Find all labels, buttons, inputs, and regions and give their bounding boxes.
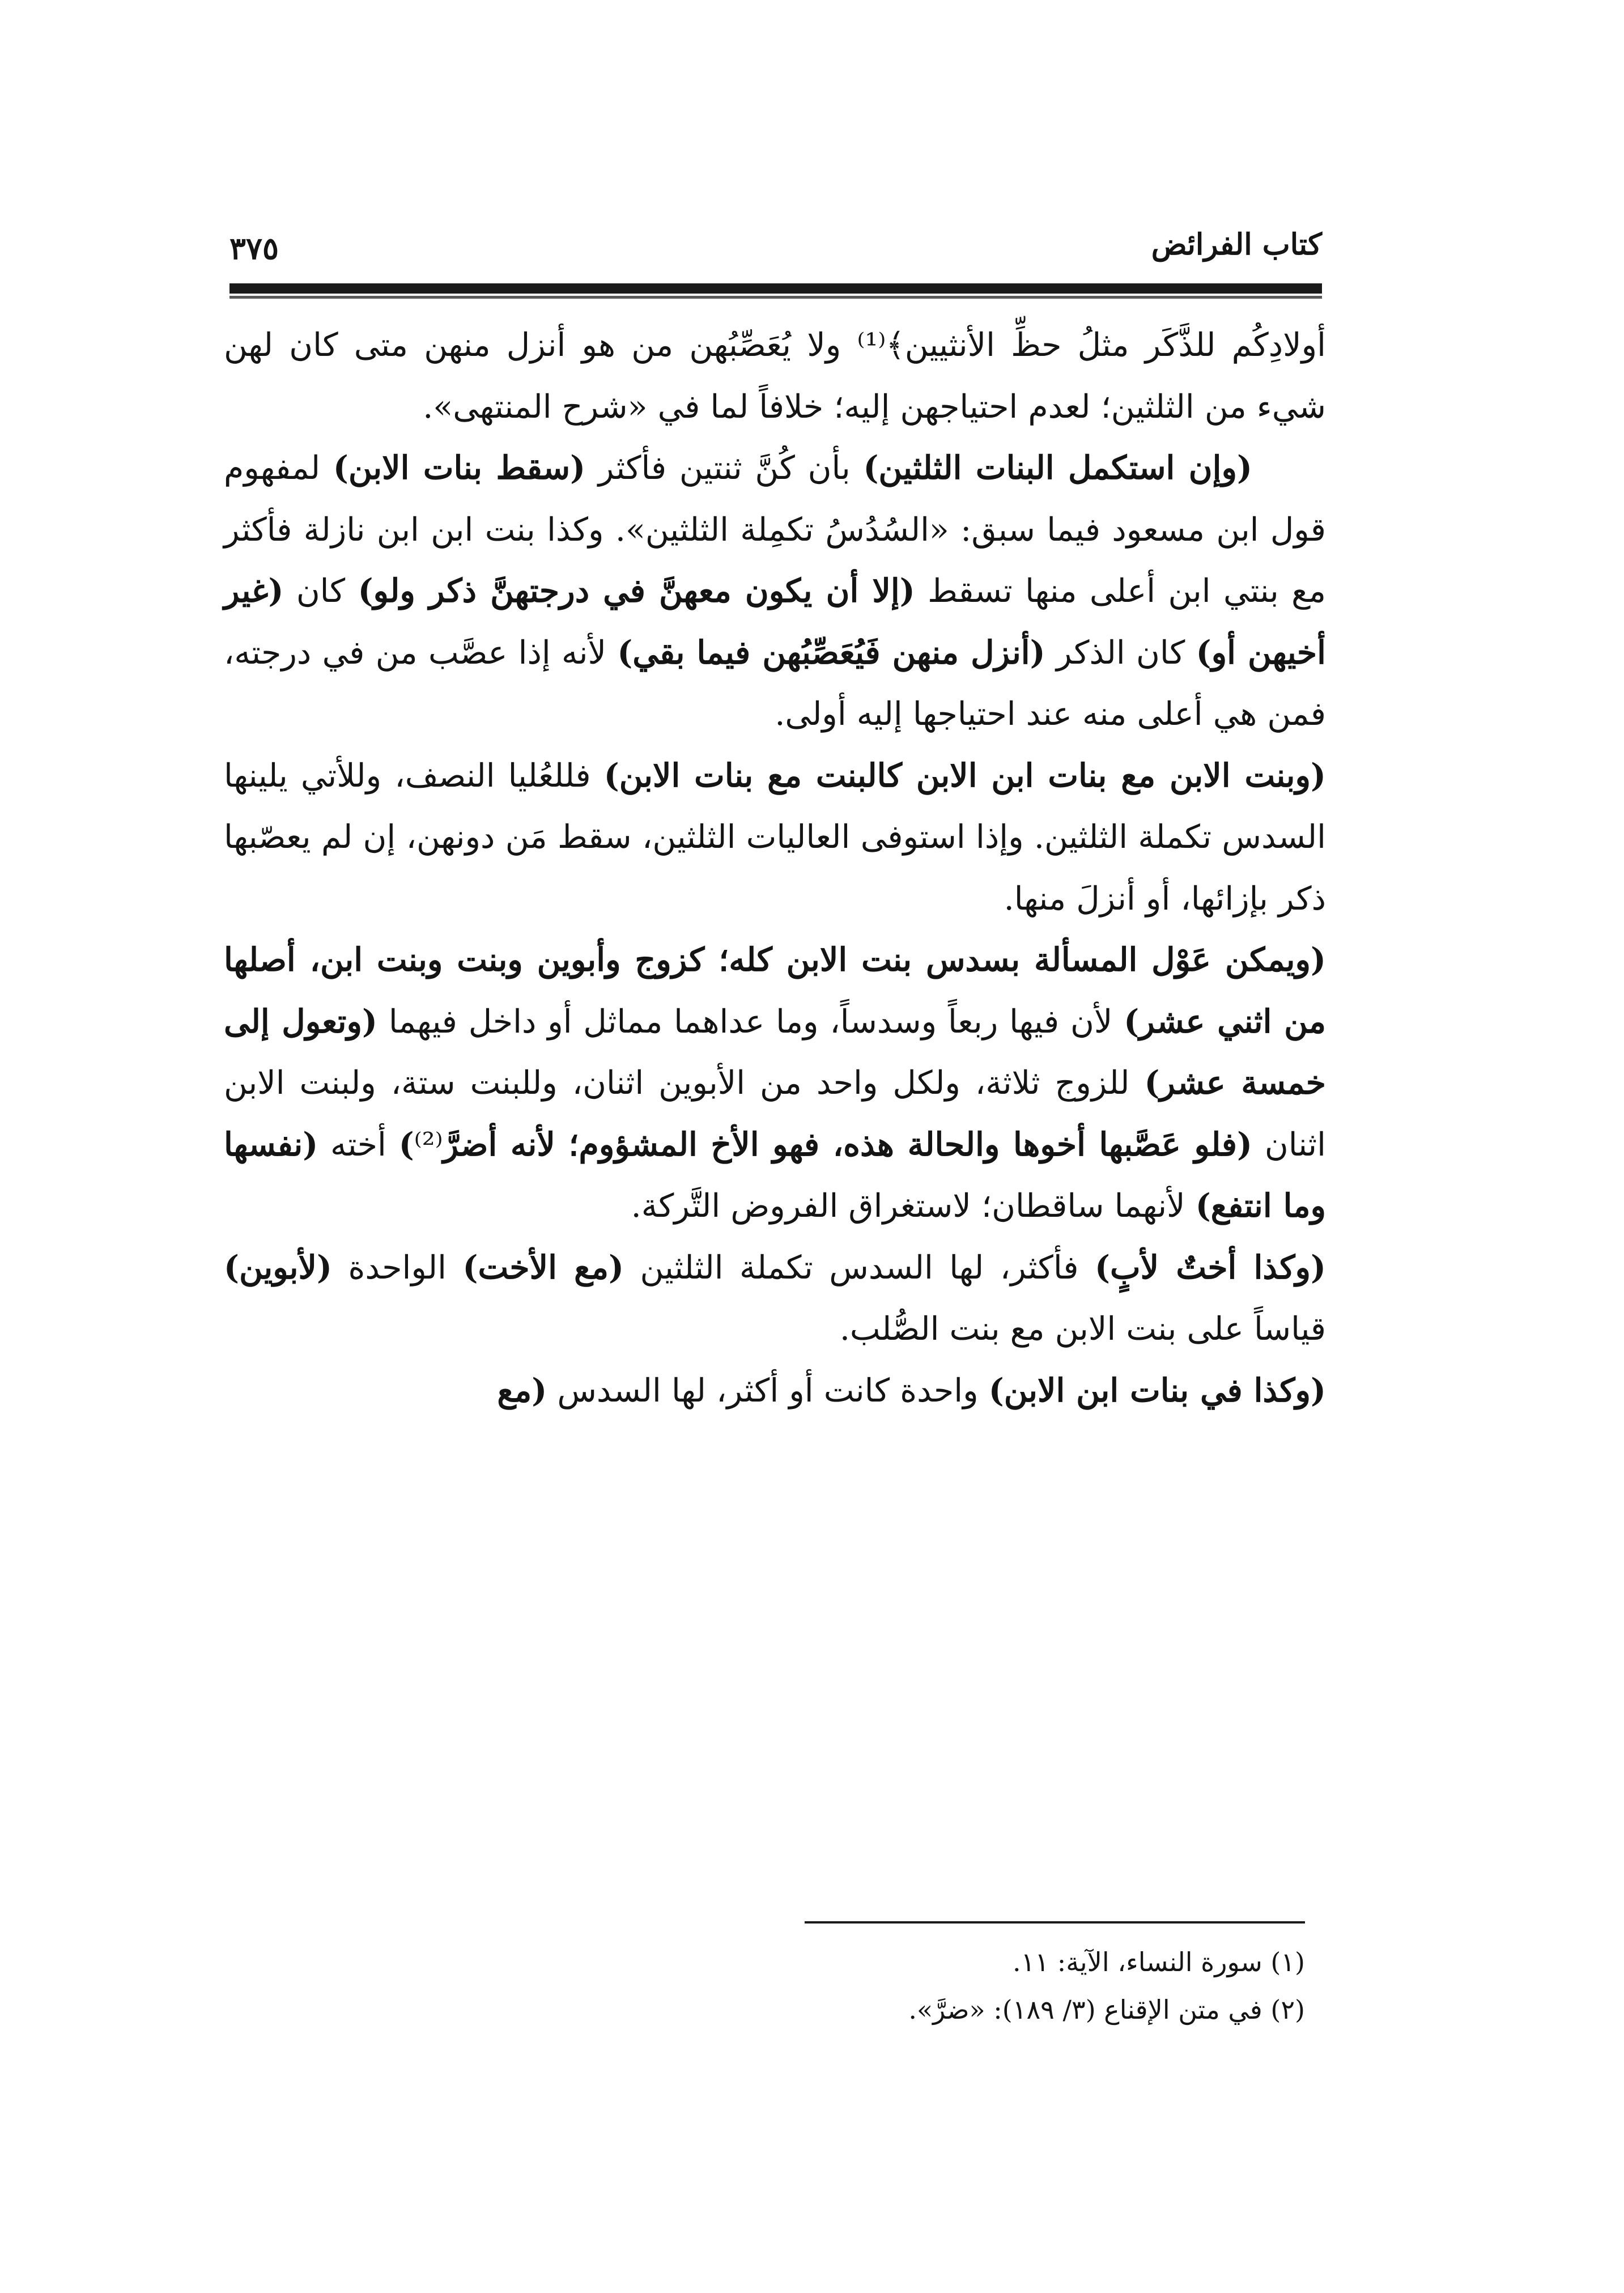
matn-text: (سقط بنات الابن) bbox=[333, 449, 586, 487]
commentary-text: بأن كُنَّ ثنتين فأكثر bbox=[585, 449, 864, 487]
commentary-text: لأن فيها ربعاً وسدساً، وما عداهما مماثل أو داخل فيهما bbox=[377, 1003, 1124, 1041]
matn-text: (وكذا في بنات ابن الابن) bbox=[988, 1371, 1326, 1409]
matn-text: (مع bbox=[497, 1371, 547, 1409]
commentary-text: قياساً على بنت الابن مع بنت الصُّلب. bbox=[839, 1310, 1326, 1348]
commentary-text: الواحدة bbox=[332, 1249, 463, 1286]
paragraph bbox=[224, 1237, 1326, 1360]
header-rule-secondary bbox=[229, 296, 1322, 299]
paragraph bbox=[224, 1360, 1326, 1422]
commentary-text: ⁽²⁾ bbox=[414, 1126, 443, 1164]
matn-text: (إلا أن يكون معهنَّ في درجتهنَّ ذكر ولو) bbox=[358, 572, 915, 610]
page-number: ٣٧٥ bbox=[229, 230, 279, 266]
matn-text: (مع الأخت) bbox=[462, 1248, 624, 1286]
commentary-text: فللعُليا النصف، وللأتي يلينها السدس تكملة الثلثين. وإذا استوفى العاليات الثلثين، سقط مَن دونهن، إن لم يعصّبها ذكر بإزائها، أو أنزلَ منها. bbox=[224, 757, 1326, 918]
commentary-text: لأنه إذا عصَّب من في درجته، فمن هي أعلى منه عند احتياجها إليه أولى. bbox=[224, 634, 1326, 733]
commentary-text: ولا يُعَصِّبُهن من هو أنزل منهن متى كان لهن شيء من الثلثين؛ لعدم احتياجهن إليه؛ خلافاً لما في «شرح المنتهى». bbox=[224, 326, 1326, 426]
footnotes bbox=[567, 1938, 1305, 2033]
commentary-text: أولادِكُم للذَّكَر مثلُ حظِّ الأنثيين﴾ bbox=[886, 326, 1326, 364]
matn-text: (لأبوين) bbox=[224, 1248, 333, 1286]
chapter-title: كتاب الفرائض bbox=[1151, 227, 1322, 262]
paragraph bbox=[224, 438, 1326, 745]
commentary-text: واحدة كانت أو أكثر، لها السدس bbox=[547, 1371, 989, 1409]
footnote-separator bbox=[805, 1921, 1305, 1923]
commentary-text: لمفهوم قول ابن مسعود فيما سبق: «السُدُسُ تكمِلة الثلثين». وكذا بنت ابن ابن نازلة فأكثر مع بنتي ابن أعلى منها تسقط bbox=[224, 449, 1326, 610]
commentary-text: أخته bbox=[318, 1126, 399, 1164]
matn-text: (أنزل منهن فَيُعَصِّبُهن فيما بقي) bbox=[617, 633, 1045, 672]
matn-text: (نفسها وما انتفع) bbox=[224, 1125, 1326, 1225]
matn-text: (غير أخيهن أو) bbox=[224, 572, 1326, 672]
header-rule bbox=[229, 283, 1322, 294]
paragraph bbox=[224, 929, 1326, 1237]
matn-text: (وتعول إلى خمسة عشر) bbox=[224, 1002, 1326, 1102]
matn-text: (فلو عَصَّبها أخوها والحالة هذه، فهو الأخ المشؤوم؛ لأنه أضرَّ bbox=[443, 1125, 1252, 1164]
commentary-text: فأكثر، لها السدس تكملة الثلثين bbox=[624, 1249, 1095, 1286]
running-header bbox=[229, 222, 1322, 273]
footnote-2: (٢) في متن الإقناع (٣/ ١٨٩): «ضرَّ». bbox=[908, 1994, 1305, 2025]
matn-text: (وكذا أختٌ لأبٍ) bbox=[1095, 1248, 1326, 1286]
matn-text: (ويمكن عَوْل المسألة بسدس بنت الابن كله؛ كزوج وأبوين وبنت وبنت ابن، أصلها من اثني عشر) bbox=[224, 941, 1326, 1041]
commentary-text: للزوج ثلاثة، ولكل واحد من الأبوين اثنان، وللبنت ستة، ولبنت الابن اثنان bbox=[224, 1064, 1326, 1164]
footnote-1: (١) سورة النساء، الآية: ١١. bbox=[1013, 1947, 1305, 1977]
matn-text: (وبنت الابن مع بنات ابن الابن كالبنت مع بنات الابن) bbox=[603, 756, 1326, 795]
body-text bbox=[224, 315, 1326, 1421]
matn-text: (وإن استكمل البنات الثلثين) bbox=[863, 449, 1252, 487]
commentary-text: ⁽¹⁾ bbox=[857, 326, 886, 364]
paragraph bbox=[224, 745, 1326, 930]
commentary-text: كان الذكر bbox=[1045, 634, 1196, 672]
commentary-text: كان bbox=[283, 572, 358, 610]
commentary-text: لأنهما ساقطان؛ لاستغراق الفروض التَّركة. bbox=[631, 1187, 1196, 1225]
paragraph bbox=[224, 315, 1326, 438]
matn-text: ) bbox=[398, 1125, 414, 1164]
